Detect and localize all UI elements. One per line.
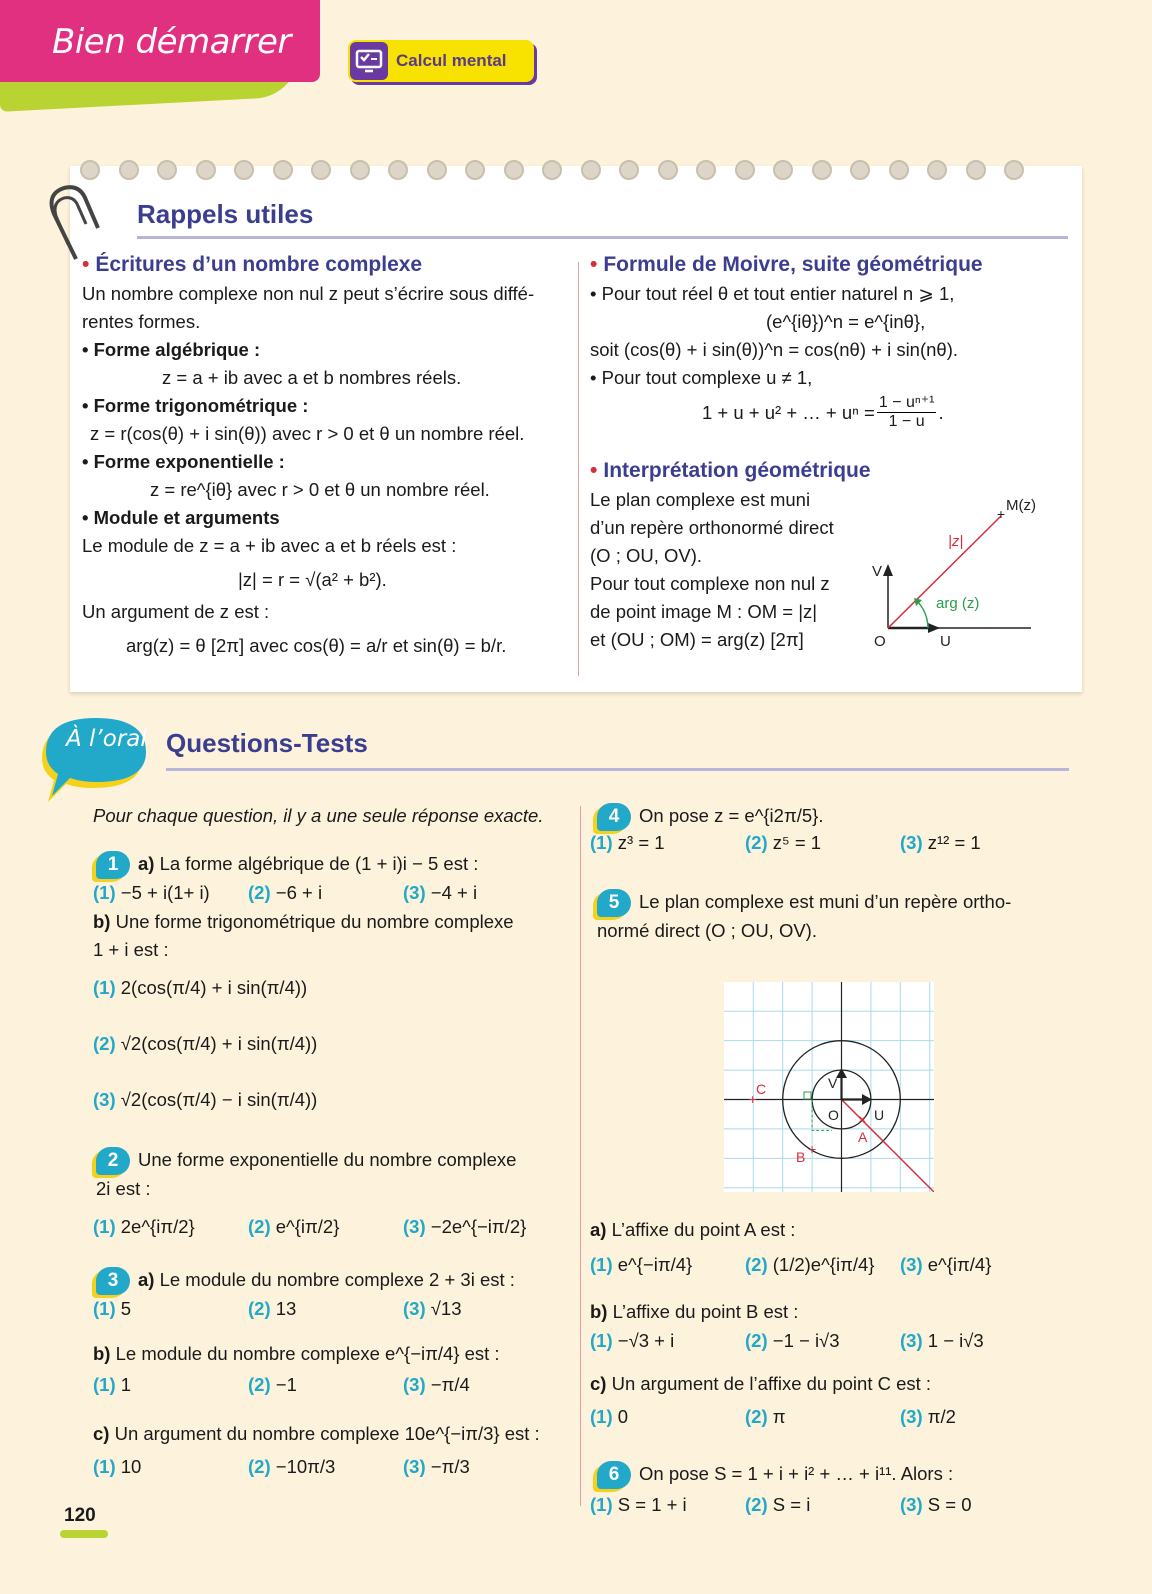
q5-b — [590, 1298, 798, 1326]
opt-text: √2(cos(π/4) + i sin(π/4)) — [120, 1033, 318, 1054]
q3-a-opt1[interactable] — [93, 1298, 248, 1320]
opt-label: (1) — [93, 882, 116, 903]
opt-text: (1/2)e^{iπ/4} — [772, 1254, 875, 1275]
moivre-line-3: soit (cos(θ) + i sin(θ))^n = cos(nθ) + i sin(nθ). — [590, 339, 959, 360]
q5-b-opt3[interactable] — [900, 1330, 1055, 1352]
opt-label: (2) — [745, 1330, 768, 1351]
rappels-rule — [137, 236, 1068, 239]
opt-text: −6 + i — [275, 882, 323, 903]
intro-line-1: Un nombre complexe non nul z peut s’écrire sous diffé- — [82, 283, 535, 304]
alg-formula: z = a + ib avec a et b nombres réels. — [162, 367, 462, 388]
q3-c-opt2[interactable] — [248, 1456, 403, 1478]
q4-text: On pose z = e^{i2π/5}. — [639, 805, 824, 826]
opt-label: (1) — [93, 1374, 116, 1395]
rappels-right-body — [590, 280, 1060, 431]
q5-text2: normé direct (O ; OU, OV). — [597, 920, 817, 942]
q3-a-opt3[interactable] — [403, 1298, 558, 1320]
q3-b-label: b) — [93, 1343, 111, 1364]
opt-label: (2) — [248, 1456, 271, 1477]
q1-b-opt3[interactable] — [93, 1086, 317, 1114]
opt-text: −1 — [275, 1374, 297, 1395]
opt-text: 10 — [120, 1456, 142, 1477]
q1-b — [93, 908, 563, 964]
q4-number: 4 — [597, 803, 631, 831]
q3-b-opt2[interactable] — [248, 1374, 403, 1396]
column-divider — [578, 262, 579, 676]
q5-c-opt2[interactable] — [745, 1406, 900, 1428]
moivre-line-2: (e^{iθ})^n = e^{inθ}, — [766, 311, 926, 332]
notebook-ring — [427, 160, 447, 180]
label-c: C — [756, 1081, 767, 1097]
opt-text: z³ = 1 — [617, 832, 665, 853]
rappels-title: Rappels utiles — [137, 199, 314, 229]
q5-b-text: L’affixe du point B est : — [612, 1301, 799, 1322]
q5-a-text: L’affixe du point A est : — [611, 1219, 796, 1240]
opt-text: 1 — [120, 1374, 132, 1395]
q1-b-label: b) — [93, 911, 111, 932]
opt-text: e^{−iπ/4} — [617, 1254, 693, 1275]
q6-opt3[interactable] — [900, 1494, 1055, 1516]
q5-b-opt1[interactable] — [590, 1330, 745, 1352]
q4-opt1[interactable] — [590, 832, 745, 854]
label-a: A — [858, 1129, 868, 1145]
arg-formula: arg(z) = θ [2π] avec cos(θ) = a/r et sin(θ) = b/r. — [126, 635, 507, 656]
opt-label: (1) — [590, 1330, 613, 1351]
q4-opt3[interactable] — [900, 832, 1055, 854]
q3-a-opt2[interactable] — [248, 1298, 403, 1320]
opt-text: −5 + i(1+ i) — [120, 882, 210, 903]
opt-text: π/2 — [927, 1406, 956, 1427]
label-o: O — [874, 633, 886, 650]
q5-c-opt3[interactable] — [900, 1406, 1055, 1428]
opt-label: (3) — [900, 1494, 923, 1515]
opt-label: (2) — [745, 1494, 768, 1515]
opt-text: S = 1 + i — [617, 1494, 687, 1515]
interp-line-1: Le plan complexe est muni — [590, 489, 811, 510]
geo-lhs: 1 + u + u² + … + uⁿ = — [702, 401, 875, 423]
opt-label: (2) — [745, 832, 768, 853]
q5-b-options — [590, 1330, 1055, 1352]
interp-line-2: d’un repère orthonormé direct — [590, 517, 834, 538]
q3-a-label: a) — [138, 1269, 155, 1290]
opt-label: (1) — [590, 1254, 613, 1275]
opt-text: √2(cos(π/4) − i sin(π/4)) — [120, 1089, 318, 1110]
opt-label: (2) — [248, 1298, 271, 1319]
q2-options — [93, 1216, 558, 1238]
notebook-ring — [1004, 160, 1024, 180]
page-number: 120 — [64, 1505, 96, 1526]
q6-opt1[interactable] — [590, 1494, 745, 1516]
q5-text: Le plan complexe est muni d’un repère ortho- — [639, 891, 1012, 912]
q6-opt2[interactable] — [745, 1494, 900, 1516]
notebook-ring — [119, 160, 139, 180]
interp-line-4: Pour tout complexe non nul z — [590, 573, 830, 594]
q6-number: 6 — [597, 1461, 631, 1489]
q3-c-label: c) — [93, 1423, 110, 1444]
q5-grid-figure — [724, 982, 934, 1192]
opt-label: (3) — [900, 1406, 923, 1427]
opt-text: −2e^{−iπ/2} — [430, 1216, 527, 1237]
argument-figure — [866, 488, 1056, 668]
q3-b-opt1[interactable] — [93, 1374, 248, 1396]
notebook-ring — [465, 160, 485, 180]
opt-label: (2) — [93, 1033, 116, 1054]
q2-number: 2 — [96, 1147, 130, 1175]
q2 — [96, 1146, 566, 1203]
q3-b-options — [93, 1374, 558, 1396]
opt-label: (3) — [900, 1330, 923, 1351]
opt-text: −10π/3 — [275, 1456, 336, 1477]
notebook-ring — [850, 160, 870, 180]
notebook-ring — [350, 160, 370, 180]
label-u: U — [940, 633, 951, 650]
q1-a-label: a) — [138, 853, 155, 874]
banner-title: Bien démarrer — [52, 22, 291, 62]
q1-a-options — [93, 882, 558, 904]
opt-label: (3) — [900, 1254, 923, 1275]
q3-b — [93, 1340, 500, 1368]
q5-c — [590, 1370, 931, 1398]
label-m: M(z) — [1006, 497, 1036, 514]
opt-text: 2e^{iπ/2} — [120, 1216, 195, 1237]
notebook-ring — [196, 160, 216, 180]
opt-label: (3) — [403, 1298, 426, 1319]
q5 — [597, 888, 1067, 945]
opt-label: (2) — [745, 1254, 768, 1275]
m-cross: + — [996, 506, 1006, 522]
opt-label: (3) — [403, 1374, 426, 1395]
oral-label: À l’oral — [66, 726, 147, 752]
q4 — [597, 802, 823, 831]
exp-title: • Forme exponentielle : — [82, 451, 285, 472]
opt-text: −π/4 — [430, 1374, 470, 1395]
q1-b-opt2[interactable] — [93, 1030, 317, 1058]
opt-text: −4 + i — [430, 882, 478, 903]
q1-a-opt3[interactable] — [403, 882, 558, 904]
q5-c-text: Un argument de l’affixe du point C est : — [611, 1373, 932, 1394]
opt-label: (1) — [93, 1216, 116, 1237]
label-arg: arg (z) — [936, 595, 980, 612]
page-number-bar — [60, 1530, 108, 1538]
opt-text: 2(cos(π/4) + i sin(π/4)) — [120, 977, 308, 998]
monitor-icon — [350, 42, 388, 80]
label-b: B — [796, 1149, 806, 1165]
opt-label: (2) — [248, 1374, 271, 1395]
moivre-line-1: • Pour tout réel θ et tout entier naturel n ⩾ 1, — [590, 283, 955, 304]
notebook-ring — [658, 160, 678, 180]
interp-line-6: et (OU ; OM) = arg(z) [2π] — [590, 629, 804, 650]
q3-c — [93, 1420, 540, 1448]
opt-text: 13 — [275, 1298, 297, 1319]
notebook-ring — [696, 160, 716, 180]
opt-text: π — [772, 1406, 786, 1427]
opt-label: (1) — [590, 1406, 613, 1427]
notebook-ring — [927, 160, 947, 180]
notebook-ring — [234, 160, 254, 180]
opt-text: z¹² = 1 — [927, 832, 981, 853]
q5-a-opt2[interactable] — [745, 1254, 900, 1276]
qt-intro: Pour chaque question, il y a une seule réponse exacte. — [93, 805, 544, 826]
opt-label: (2) — [248, 882, 271, 903]
opt-label: (1) — [93, 977, 116, 998]
interp-body — [590, 486, 855, 654]
q5-a-label: a) — [590, 1219, 607, 1240]
q2-text: Une forme exponentielle du nombre complexe — [138, 1149, 517, 1170]
geo-formula: 1 + u + u² + … + uⁿ = $\frac{\text{1 − uⁿ⁺¹}}{1 - u}$ . — [702, 394, 944, 430]
calcul-mental-button[interactable] — [348, 40, 534, 82]
notebook-ring — [812, 160, 832, 180]
opt-label: (3) — [403, 1456, 426, 1477]
opt-label: (1) — [93, 1456, 116, 1477]
mod-title: • Module et arguments — [82, 507, 280, 528]
q2-opt2[interactable] — [248, 1216, 403, 1238]
section-moivre: • Formule de Moivre, suite géométrique — [590, 253, 983, 276]
opt-label: (1) — [590, 1494, 613, 1515]
label-o: O — [828, 1107, 839, 1123]
geo-den: 1 − u — [888, 413, 925, 430]
opt-label: (3) — [900, 832, 923, 853]
label-modz: |z| — [948, 533, 964, 550]
q3-a-options — [93, 1298, 558, 1320]
mod-formula: |z| = r = √(a² + b²). — [238, 569, 387, 590]
u-arrow-icon — [928, 623, 940, 633]
label-v: V — [872, 563, 883, 580]
q3-b-opt3[interactable] — [403, 1374, 558, 1396]
q6 — [597, 1460, 953, 1489]
point-c-cross: + — [748, 1091, 757, 1107]
q1-b-text2: 1 + i est : — [93, 939, 169, 960]
geo-line-1: • Pour tout complexe u ≠ 1, — [590, 367, 813, 388]
notebook-ring — [542, 160, 562, 180]
q5-b-opt2[interactable] — [745, 1330, 900, 1352]
calc-label: Calcul mental — [396, 51, 507, 70]
q1-a-text: La forme algébrique de (1 + i)i − 5 est : — [159, 853, 479, 874]
q3-c-options — [93, 1456, 558, 1478]
trig-title: • Forme trigonométrique : — [82, 395, 309, 416]
q5-c-label: c) — [590, 1373, 607, 1394]
notebook-ring — [581, 160, 601, 180]
q3-a-text: Le module du nombre complexe 2 + 3i est : — [159, 1269, 515, 1290]
opt-text: e^{iπ/4} — [927, 1254, 992, 1275]
v-arrow-icon — [883, 564, 893, 576]
q2-opt1[interactable] — [93, 1216, 248, 1238]
opt-text: √13 — [430, 1298, 462, 1319]
notebook-ring — [889, 160, 909, 180]
opt-text: 1 − i√3 — [927, 1330, 984, 1351]
exp-formula: z = re^{iθ} avec r > 0 et θ un nombre réel. — [150, 479, 490, 500]
opt-label: (3) — [403, 1216, 426, 1237]
opt-label: (2) — [745, 1406, 768, 1427]
opt-label: (2) — [248, 1216, 271, 1237]
q5-c-opt1[interactable] — [590, 1406, 745, 1428]
q2-opt3[interactable] — [403, 1216, 558, 1238]
opt-text: −1 − i√3 — [772, 1330, 840, 1351]
qt-divider — [580, 806, 581, 1506]
interp-line-5: de point image M : OM = |z| — [590, 601, 818, 622]
notebook-ring — [773, 160, 793, 180]
q5-number: 5 — [597, 889, 631, 917]
q1-b-text: Une forme trigonométrique du nombre complexe — [115, 911, 514, 932]
notebook-ring — [504, 160, 524, 180]
q5-a-opt1[interactable] — [590, 1254, 745, 1276]
q6-options — [590, 1494, 1055, 1516]
notebook-ring — [273, 160, 293, 180]
opt-text: −√3 + i — [617, 1330, 675, 1351]
label-u: U — [874, 1107, 885, 1123]
arg-text: Un argument de z est : — [82, 601, 270, 622]
label-v: V — [828, 1075, 838, 1091]
opt-text: z⁵ = 1 — [772, 832, 822, 853]
point-b-cross: + — [808, 1141, 817, 1157]
geo-fraction — [877, 394, 937, 431]
intro-line-2: rentes formes. — [82, 311, 201, 332]
qt-rule — [166, 768, 1069, 771]
alg-title: • Forme algébrique : — [82, 339, 261, 360]
q1-a — [96, 850, 478, 879]
opt-text: 5 — [120, 1298, 132, 1319]
opt-text: −π/3 — [430, 1456, 470, 1477]
q3-c-text: Un argument du nombre complexe 10e^{−iπ/3} est : — [114, 1423, 540, 1444]
q2-text2: 2i est : — [96, 1178, 151, 1200]
geo-num: 1 − uⁿ⁺¹ — [878, 394, 935, 411]
q5-b-label: b) — [590, 1301, 608, 1322]
q3-c-opt1[interactable] — [93, 1456, 248, 1478]
rappels-left-body — [82, 280, 562, 660]
q5-a-options — [590, 1254, 1055, 1276]
section-ecritures: • Écritures d’un nombre complexe — [82, 253, 423, 276]
interp-line-3: (O ; OU, OV). — [590, 545, 703, 566]
q5-c-options — [590, 1406, 1055, 1428]
point-a-cross: × — [858, 1111, 867, 1127]
notebook-ring — [388, 160, 408, 180]
opt-text: 0 — [617, 1406, 629, 1427]
q5-a — [590, 1216, 795, 1244]
opt-text: S = 0 — [927, 1494, 972, 1515]
mod-text: Le module de z = a + ib avec a et b réels est : — [82, 535, 457, 556]
trig-formula: z = r(cos(θ) + i sin(θ)) avec r > 0 et θ un nombre réel. — [90, 423, 525, 444]
notebook-ring — [157, 160, 177, 180]
questions-tests-title: Questions-Tests — [166, 728, 368, 758]
notebook-ring — [966, 160, 986, 180]
opt-text: e^{iπ/2} — [275, 1216, 340, 1237]
notebook-ring — [735, 160, 755, 180]
q4-options — [590, 832, 1055, 854]
opt-label: (3) — [403, 882, 426, 903]
opt-label: (1) — [590, 832, 613, 853]
q3-number: 3 — [96, 1267, 130, 1295]
notebook-ring — [311, 160, 331, 180]
opt-text: S = i — [772, 1494, 811, 1515]
opt-label: (3) — [93, 1089, 116, 1110]
q5-a-opt3[interactable] — [900, 1254, 1055, 1276]
notebook-ring — [619, 160, 639, 180]
section-interpretation: • Interprétation géométrique — [590, 459, 871, 482]
q4-opt2[interactable] — [745, 832, 900, 854]
q1-a-opt2[interactable] — [248, 882, 403, 904]
q1-a-opt1[interactable] — [93, 882, 248, 904]
q3-b-text: Le module du nombre complexe e^{−iπ/4} est : — [115, 1343, 500, 1364]
q6-text: On pose S = 1 + i + i² + … + i¹¹. Alors : — [639, 1463, 954, 1484]
q1-number: 1 — [96, 851, 130, 879]
q3-c-opt3[interactable] — [403, 1456, 558, 1478]
notebook-ring — [80, 160, 100, 180]
opt-label: (1) — [93, 1298, 116, 1319]
q3-a — [96, 1266, 515, 1295]
q1-b-opt1[interactable] — [93, 974, 307, 1002]
